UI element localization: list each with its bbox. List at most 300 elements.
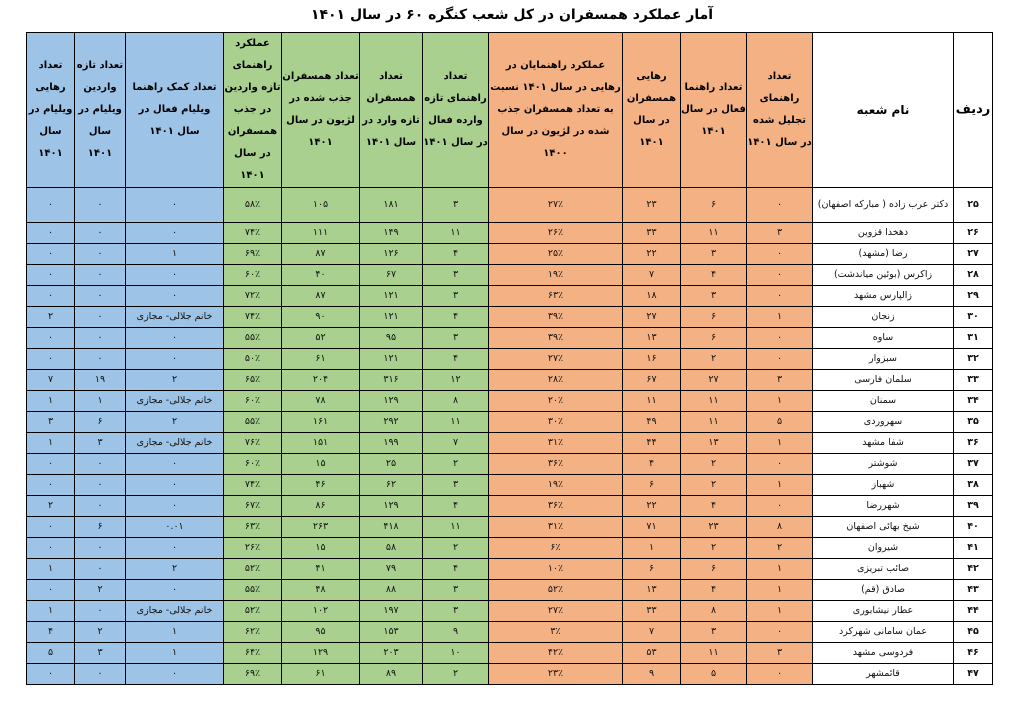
cell-absorption-performance: ۷۶٪ xyxy=(224,433,282,454)
cell-active-new-guides: ۴ xyxy=(423,244,489,265)
cell-absorbed-companions: ۹۰ xyxy=(282,307,360,328)
cell-active-new-guides: ۷ xyxy=(423,433,489,454)
cell-guides-honored: ۲ xyxy=(747,538,813,559)
table-row xyxy=(27,188,993,223)
cell-guides-honored: ۵ xyxy=(747,412,813,433)
cell-active-guides: ۳ xyxy=(681,286,747,307)
branch-name: سهروردی xyxy=(813,412,954,433)
cell-absorption-performance: ۶۷٪ xyxy=(224,496,282,517)
cell-guides-honored: ۰ xyxy=(747,496,813,517)
cell-guides-performance: ۲۷٪ xyxy=(489,188,623,223)
cell-assistant-guides: خانم جلالی- مجازی xyxy=(126,391,224,412)
cell-freed-companions: ۵۳ xyxy=(623,643,681,664)
cell-new-william: ۶ xyxy=(75,412,126,433)
cell-freed-william: ۴ xyxy=(27,622,75,643)
cell-guides-honored: ۰ xyxy=(747,244,813,265)
cell-freed-companions: ۱۳ xyxy=(623,580,681,601)
branch-name: دهخدا قزوین xyxy=(813,223,954,244)
branch-name: زالپارس مشهد xyxy=(813,286,954,307)
cell-active-guides: ۱۱ xyxy=(681,391,747,412)
stats-table xyxy=(26,32,993,685)
cell-new-companions: ۱۸۱ xyxy=(360,188,423,223)
cell-freed-william: ۱ xyxy=(27,601,75,622)
cell-guides-honored: ۳ xyxy=(747,223,813,244)
cell-assistant-guides: خانم جلالی- مجازی xyxy=(126,433,224,454)
branch-name: شهباز xyxy=(813,475,954,496)
row-number: ۴۲ xyxy=(954,559,993,580)
cell-guides-performance: ۳۶٪ xyxy=(489,496,623,517)
row-number: ۲۷ xyxy=(954,244,993,265)
cell-assistant-guides: ۱ xyxy=(126,643,224,664)
cell-absorption-performance: ۵۲٪ xyxy=(224,559,282,580)
cell-absorbed-companions: ۲۰۴ xyxy=(282,370,360,391)
cell-guides-performance: ۳۶٪ xyxy=(489,454,623,475)
cell-absorption-performance: ۶۹٪ xyxy=(224,244,282,265)
cell-new-companions: ۱۲۹ xyxy=(360,496,423,517)
cell-freed-william: ۰ xyxy=(27,328,75,349)
row-number: ۴۷ xyxy=(954,664,993,685)
cell-absorption-performance: ۷۴٪ xyxy=(224,223,282,244)
cell-freed-companions: ۶۷ xyxy=(623,370,681,391)
cell-new-william: ۰ xyxy=(75,664,126,685)
cell-active-guides: ۲ xyxy=(681,454,747,475)
cell-freed-william: ۷ xyxy=(27,370,75,391)
cell-absorbed-companions: ۱۰۵ xyxy=(282,188,360,223)
cell-active-guides: ۱۱ xyxy=(681,223,747,244)
cell-guides-performance: ۲۸٪ xyxy=(489,370,623,391)
cell-freed-companions: ۶ xyxy=(623,475,681,496)
cell-new-companions: ۱۹۷ xyxy=(360,601,423,622)
cell-new-william: ۰ xyxy=(75,265,126,286)
branch-name: دکتر عرب زاده ( مبارکه اصفهان) xyxy=(813,188,954,223)
table-row xyxy=(27,412,993,433)
cell-new-companions: ۶۷ xyxy=(360,265,423,286)
cell-new-william: ۱ xyxy=(75,391,126,412)
cell-absorption-performance: ۷۴٪ xyxy=(224,475,282,496)
row-number: ۲۵ xyxy=(954,188,993,223)
cell-assistant-guides: خانم جلالی- مجازی xyxy=(126,601,224,622)
row-number: ۳۴ xyxy=(954,391,993,412)
cell-guides-honored: ۰ xyxy=(747,328,813,349)
cell-absorption-performance: ۶۰٪ xyxy=(224,391,282,412)
row-number: ۳۲ xyxy=(954,349,993,370)
col-header-freed-companions: رهایی همسفران در سال ۱۴۰۱ xyxy=(623,33,681,188)
cell-absorbed-companions: ۱۱۱ xyxy=(282,223,360,244)
table-body xyxy=(27,188,993,685)
cell-assistant-guides: ۰ xyxy=(126,286,224,307)
cell-absorption-performance: ۵۸٪ xyxy=(224,188,282,223)
cell-active-new-guides: ۳ xyxy=(423,188,489,223)
cell-freed-william: ۰ xyxy=(27,517,75,538)
cell-absorbed-companions: ۵۲ xyxy=(282,328,360,349)
cell-absorption-performance: ۵۵٪ xyxy=(224,328,282,349)
cell-absorbed-companions: ۷۸ xyxy=(282,391,360,412)
table-row xyxy=(27,538,993,559)
cell-absorption-performance: ۵۰٪ xyxy=(224,349,282,370)
cell-freed-william: ۲ xyxy=(27,496,75,517)
row-number: ۳۵ xyxy=(954,412,993,433)
cell-guides-honored: ۰ xyxy=(747,286,813,307)
cell-absorbed-companions: ۸۷ xyxy=(282,244,360,265)
cell-active-guides: ۳ xyxy=(681,244,747,265)
cell-active-new-guides: ۴ xyxy=(423,496,489,517)
cell-new-william: ۰ xyxy=(75,496,126,517)
cell-absorbed-companions: ۴۱ xyxy=(282,559,360,580)
cell-assistant-guides: خانم جلالی- مجازی xyxy=(126,307,224,328)
table-row xyxy=(27,622,993,643)
cell-new-william: ۲ xyxy=(75,622,126,643)
cell-absorbed-companions: ۶۱ xyxy=(282,664,360,685)
cell-new-companions: ۹۵ xyxy=(360,328,423,349)
cell-freed-william: ۰ xyxy=(27,223,75,244)
cell-freed-companions: ۲۲ xyxy=(623,244,681,265)
cell-freed-companions: ۱۶ xyxy=(623,349,681,370)
cell-absorbed-companions: ۱۲۹ xyxy=(282,643,360,664)
cell-guides-honored: ۸ xyxy=(747,517,813,538)
cell-freed-companions: ۷ xyxy=(623,622,681,643)
cell-new-companions: ۳۱۶ xyxy=(360,370,423,391)
branch-name: صادق (قم) xyxy=(813,580,954,601)
branch-name: شوشتر xyxy=(813,454,954,475)
cell-freed-william: ۵ xyxy=(27,643,75,664)
header-row xyxy=(27,33,993,188)
cell-guides-honored: ۱ xyxy=(747,433,813,454)
row-number: ۲۹ xyxy=(954,286,993,307)
cell-guides-performance: ۲۵٪ xyxy=(489,244,623,265)
col-header-guides-performance: عملکرد راهنمایان در رهایی در سال ۱۴۰۱ نسبت به تعداد همسفران جذب شده در لژیون در سال ۱۴۰۰ xyxy=(489,33,623,188)
cell-guides-honored: ۰ xyxy=(747,454,813,475)
cell-active-guides: ۶ xyxy=(681,559,747,580)
cell-assistant-guides: ۰ xyxy=(126,580,224,601)
cell-absorption-performance: ۶۰٪ xyxy=(224,454,282,475)
cell-freed-william: ۰ xyxy=(27,188,75,223)
cell-new-william: ۶ xyxy=(75,517,126,538)
cell-absorbed-companions: ۱۵۱ xyxy=(282,433,360,454)
branch-name: شیخ بهائی اصفهان xyxy=(813,517,954,538)
cell-active-new-guides: ۱۰ xyxy=(423,643,489,664)
table-row xyxy=(27,601,993,622)
cell-freed-william: ۰ xyxy=(27,580,75,601)
row-number: ۴۵ xyxy=(954,622,993,643)
cell-active-guides: ۴ xyxy=(681,265,747,286)
cell-active-new-guides: ۳ xyxy=(423,265,489,286)
cell-new-companions: ۱۲۱ xyxy=(360,349,423,370)
cell-assistant-guides: ۱ xyxy=(126,622,224,643)
cell-new-william: ۰ xyxy=(75,538,126,559)
cell-new-william: ۰ xyxy=(75,328,126,349)
cell-absorption-performance: ۵۵٪ xyxy=(224,580,282,601)
cell-guides-honored: ۳ xyxy=(747,643,813,664)
cell-new-william: ۳ xyxy=(75,433,126,454)
cell-guides-honored: ۰ xyxy=(747,622,813,643)
table-row xyxy=(27,580,993,601)
col-header-freed-william: تعداد رهایی ویلیام در سال ۱۴۰۱ xyxy=(27,33,75,188)
cell-new-william: ۳ xyxy=(75,643,126,664)
cell-freed-companions: ۱ xyxy=(623,538,681,559)
col-header-new-william: تعداد تازه واردین ویلیام در سال ۱۴۰۱ xyxy=(75,33,126,188)
branch-name: رضا (مشهد) xyxy=(813,244,954,265)
page-title: آمار عملکرد همسفران در کل شعب کنگره ۶۰ در سال ۱۴۰۱ xyxy=(310,7,714,23)
table-row xyxy=(27,370,993,391)
cell-absorption-performance: ۵۵٪ xyxy=(224,412,282,433)
cell-guides-honored: ۱ xyxy=(747,307,813,328)
cell-guides-performance: ۱۹٪ xyxy=(489,475,623,496)
cell-freed-companions: ۱۸ xyxy=(623,286,681,307)
cell-freed-william: ۰ xyxy=(27,475,75,496)
cell-freed-william: ۲ xyxy=(27,307,75,328)
cell-active-guides: ۱۱ xyxy=(681,643,747,664)
cell-active-new-guides: ۳ xyxy=(423,328,489,349)
cell-freed-companions: ۱۳ xyxy=(623,328,681,349)
col-header-absorbed-companions: تعداد همسفران جذب شده در لژیون در سال ۱۴۰۱ xyxy=(282,33,360,188)
cell-freed-william: ۱ xyxy=(27,559,75,580)
row-number: ۴۱ xyxy=(954,538,993,559)
cell-guides-honored: ۰ xyxy=(747,265,813,286)
table-row xyxy=(27,244,993,265)
cell-new-companions: ۲۵ xyxy=(360,454,423,475)
cell-guides-performance: ۲۰٪ xyxy=(489,391,623,412)
cell-assistant-guides: ۰ xyxy=(126,188,224,223)
cell-guides-performance: ۳۱٪ xyxy=(489,433,623,454)
row-number: ۲۸ xyxy=(954,265,993,286)
cell-active-new-guides: ۹ xyxy=(423,622,489,643)
cell-active-new-guides: ۳ xyxy=(423,601,489,622)
cell-active-new-guides: ۴ xyxy=(423,559,489,580)
row-number: ۴۳ xyxy=(954,580,993,601)
cell-new-companions: ۲۹۲ xyxy=(360,412,423,433)
cell-freed-william: ۰ xyxy=(27,664,75,685)
col-header-row: ردیف xyxy=(954,33,993,188)
cell-guides-honored: ۳ xyxy=(747,370,813,391)
cell-guides-performance: ۲۶٪ xyxy=(489,223,623,244)
cell-absorbed-companions: ۱۵ xyxy=(282,538,360,559)
cell-active-new-guides: ۴ xyxy=(423,307,489,328)
table-row xyxy=(27,349,993,370)
cell-active-new-guides: ۸ xyxy=(423,391,489,412)
branch-name: شیروان xyxy=(813,538,954,559)
table-row xyxy=(27,517,993,538)
branch-name: عمان سامانی شهرکرد xyxy=(813,622,954,643)
cell-active-new-guides: ۳ xyxy=(423,475,489,496)
cell-guides-performance: ۱۹٪ xyxy=(489,265,623,286)
cell-active-guides: ۱۳ xyxy=(681,433,747,454)
cell-new-william: ۰ xyxy=(75,349,126,370)
cell-new-companions: ۴۱۸ xyxy=(360,517,423,538)
col-header-new-companions: تعداد همسفران تازه وارد در سال ۱۴۰۱ xyxy=(360,33,423,188)
branch-name: زنجان xyxy=(813,307,954,328)
cell-assistant-guides: ۰ xyxy=(126,664,224,685)
cell-new-companions: ۱۵۳ xyxy=(360,622,423,643)
cell-absorption-performance: ۶۲٪ xyxy=(224,622,282,643)
cell-assistant-guides: ۰ xyxy=(126,475,224,496)
cell-freed-william: ۰ xyxy=(27,244,75,265)
cell-freed-william: ۰ xyxy=(27,538,75,559)
branch-name: قائمشهر xyxy=(813,664,954,685)
cell-assistant-guides: ۰ xyxy=(126,454,224,475)
cell-assistant-guides: ۰.۰۱ xyxy=(126,517,224,538)
cell-guides-performance: ۵۲٪ xyxy=(489,580,623,601)
cell-assistant-guides: ۲ xyxy=(126,370,224,391)
cell-absorbed-companions: ۴۰ xyxy=(282,265,360,286)
cell-absorption-performance: ۶۰٪ xyxy=(224,265,282,286)
cell-freed-companions: ۲۷ xyxy=(623,307,681,328)
cell-assistant-guides: ۲ xyxy=(126,412,224,433)
col-header-assistant-guides: تعداد کمک راهنما ویلیام فعال در سال ۱۴۰۱ xyxy=(126,33,224,188)
row-number: ۴۴ xyxy=(954,601,993,622)
cell-absorbed-companions: ۱۰۲ xyxy=(282,601,360,622)
cell-absorbed-companions: ۹۵ xyxy=(282,622,360,643)
cell-active-guides: ۲۳ xyxy=(681,517,747,538)
cell-new-companions: ۱۲۱ xyxy=(360,286,423,307)
cell-active-guides: ۱۱ xyxy=(681,412,747,433)
cell-absorption-performance: ۷۲٪ xyxy=(224,286,282,307)
cell-assistant-guides: ۰ xyxy=(126,328,224,349)
row-number: ۳۹ xyxy=(954,496,993,517)
cell-assistant-guides: ۲ xyxy=(126,559,224,580)
cell-absorbed-companions: ۶۱ xyxy=(282,349,360,370)
cell-new-companions: ۱۲۹ xyxy=(360,391,423,412)
cell-new-companions: ۵۸ xyxy=(360,538,423,559)
cell-active-new-guides: ۱۱ xyxy=(423,223,489,244)
cell-guides-honored: ۱ xyxy=(747,601,813,622)
cell-assistant-guides: ۱ xyxy=(126,244,224,265)
table-row xyxy=(27,328,993,349)
cell-active-guides: ۶ xyxy=(681,307,747,328)
branch-name: سلمان فارسی xyxy=(813,370,954,391)
table-row xyxy=(27,307,993,328)
cell-active-new-guides: ۲ xyxy=(423,454,489,475)
table-row xyxy=(27,391,993,412)
table-row xyxy=(27,286,993,307)
cell-guides-honored: ۰ xyxy=(747,188,813,223)
cell-assistant-guides: ۰ xyxy=(126,349,224,370)
cell-new-william: ۰ xyxy=(75,559,126,580)
cell-new-william: ۲ xyxy=(75,580,126,601)
cell-active-new-guides: ۱۱ xyxy=(423,517,489,538)
cell-absorption-performance: ۶۳٪ xyxy=(224,517,282,538)
branch-name: زاکرس (بوئین میاندشت) xyxy=(813,265,954,286)
cell-guides-honored: ۱ xyxy=(747,559,813,580)
table-row xyxy=(27,433,993,454)
cell-guides-honored: ۱ xyxy=(747,580,813,601)
cell-freed-companions: ۴۴ xyxy=(623,433,681,454)
cell-absorbed-companions: ۸۷ xyxy=(282,286,360,307)
cell-freed-companions: ۲۲ xyxy=(623,496,681,517)
row-number: ۳۸ xyxy=(954,475,993,496)
col-header-active-new-guides: تعداد راهنمای تازه وارده فعال در سال ۱۴۰۱ xyxy=(423,33,489,188)
row-number: ۳۷ xyxy=(954,454,993,475)
cell-new-william: ۰ xyxy=(75,475,126,496)
cell-freed-companions: ۹ xyxy=(623,664,681,685)
cell-absorption-performance: ۵۲٪ xyxy=(224,601,282,622)
cell-new-william: ۰ xyxy=(75,454,126,475)
cell-freed-companions: ۴ xyxy=(623,454,681,475)
cell-absorption-performance: ۷۴٪ xyxy=(224,307,282,328)
cell-freed-companions: ۱۱ xyxy=(623,391,681,412)
cell-freed-william: ۰ xyxy=(27,265,75,286)
cell-absorbed-companions: ۲۶۳ xyxy=(282,517,360,538)
table-row xyxy=(27,454,993,475)
row-number: ۳۶ xyxy=(954,433,993,454)
row-number: ۲۶ xyxy=(954,223,993,244)
table-row xyxy=(27,223,993,244)
cell-freed-companions: ۳۳ xyxy=(623,601,681,622)
cell-absorbed-companions: ۴۸ xyxy=(282,580,360,601)
branch-name: عطار نیشابوری xyxy=(813,601,954,622)
table-row xyxy=(27,643,993,664)
row-number: ۳۰ xyxy=(954,307,993,328)
cell-guides-performance: ۳۹٪ xyxy=(489,307,623,328)
cell-guides-performance: ۴۲٪ xyxy=(489,643,623,664)
cell-assistant-guides: ۰ xyxy=(126,265,224,286)
cell-guides-performance: ۳۰٪ xyxy=(489,412,623,433)
col-header-absorption-performance: عملکرد راهنمای تازه واردین در جذب همسفران در سال ۱۴۰۱ xyxy=(224,33,282,188)
cell-absorption-performance: ۶۹٪ xyxy=(224,664,282,685)
cell-new-companions: ۶۲ xyxy=(360,475,423,496)
col-header-active-guides: تعداد راهنما فعال در سال ۱۴۰۱ xyxy=(681,33,747,188)
cell-active-new-guides: ۳ xyxy=(423,286,489,307)
row-number: ۴۶ xyxy=(954,643,993,664)
cell-active-guides: ۶ xyxy=(681,188,747,223)
cell-active-guides: ۲ xyxy=(681,349,747,370)
cell-freed-william: ۱ xyxy=(27,433,75,454)
cell-active-new-guides: ۱۱ xyxy=(423,412,489,433)
cell-absorption-performance: ۲۶٪ xyxy=(224,538,282,559)
cell-new-companions: ۱۲۶ xyxy=(360,244,423,265)
cell-new-companions: ۱۲۱ xyxy=(360,307,423,328)
row-number: ۴۰ xyxy=(954,517,993,538)
cell-guides-performance: ۲۷٪ xyxy=(489,349,623,370)
cell-active-new-guides: ۲ xyxy=(423,664,489,685)
row-number: ۳۱ xyxy=(954,328,993,349)
cell-absorbed-companions: ۱۵ xyxy=(282,454,360,475)
cell-freed-companions: ۳۳ xyxy=(623,223,681,244)
cell-guides-performance: ۳۱٪ xyxy=(489,517,623,538)
cell-new-william: ۰ xyxy=(75,601,126,622)
table-row xyxy=(27,265,993,286)
cell-active-guides: ۴ xyxy=(681,580,747,601)
cell-new-companions: ۱۹۹ xyxy=(360,433,423,454)
branch-name: ساوه xyxy=(813,328,954,349)
cell-freed-william: ۳ xyxy=(27,412,75,433)
branch-name: شفا مشهد xyxy=(813,433,954,454)
cell-guides-honored: ۰ xyxy=(747,664,813,685)
cell-freed-companions: ۷۱ xyxy=(623,517,681,538)
cell-absorption-performance: ۶۵٪ xyxy=(224,370,282,391)
branch-name: سبزوار xyxy=(813,349,954,370)
cell-active-guides: ۲ xyxy=(681,538,747,559)
cell-new-william: ۰ xyxy=(75,244,126,265)
cell-new-william: ۰ xyxy=(75,286,126,307)
table-row xyxy=(27,664,993,685)
cell-guides-performance: ۶۳٪ xyxy=(489,286,623,307)
cell-assistant-guides: ۰ xyxy=(126,223,224,244)
branch-name: فردوسی مشهد xyxy=(813,643,954,664)
cell-new-companions: ۸۸ xyxy=(360,580,423,601)
branch-name: صائب تبریزی xyxy=(813,559,954,580)
cell-absorption-performance: ۶۴٪ xyxy=(224,643,282,664)
cell-active-guides: ۸ xyxy=(681,601,747,622)
cell-new-william: ۱۹ xyxy=(75,370,126,391)
cell-guides-performance: ۱۰٪ xyxy=(489,559,623,580)
cell-active-new-guides: ۴ xyxy=(423,349,489,370)
cell-absorbed-companions: ۴۶ xyxy=(282,475,360,496)
cell-active-guides: ۲۷ xyxy=(681,370,747,391)
cell-freed-companions: ۲۳ xyxy=(623,188,681,223)
cell-new-companions: ۷۹ xyxy=(360,559,423,580)
cell-guides-performance: ۳٪ xyxy=(489,622,623,643)
cell-freed-companions: ۷ xyxy=(623,265,681,286)
